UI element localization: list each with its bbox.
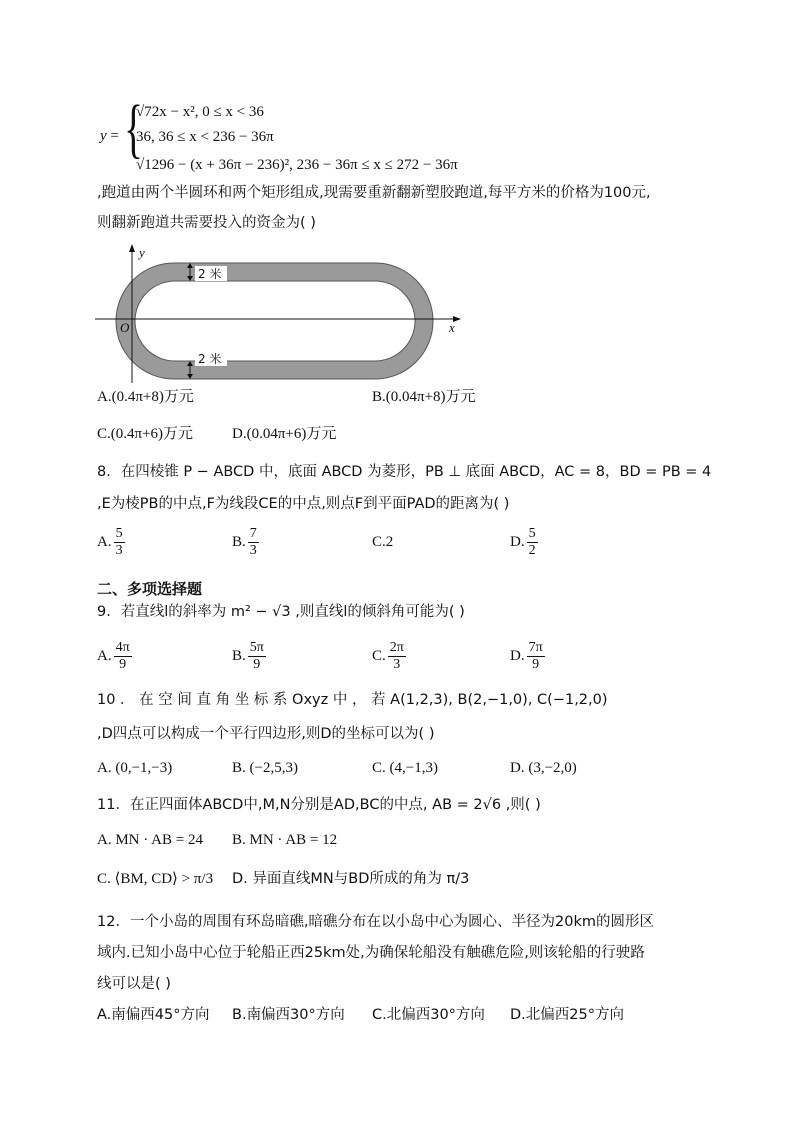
q8-option-b: B. $\frac{7}{3}$ xyxy=(232,526,257,558)
piecewise-case-2: 36, 36 ≤ x < 236 − 36π xyxy=(136,129,274,145)
q8-option-d: D. $\frac{5}{2}$ xyxy=(510,526,536,558)
piecewise-brace: { xyxy=(124,92,144,165)
q8-text-line2: ,E为棱PB的中点,F为线段CE的中点,则点F到平面PAD的距离为( ) xyxy=(97,496,510,512)
q9-option-a: A. $\frac{4\pi}{9}$ xyxy=(97,640,130,672)
q9-option-c: C. $\frac{2\pi}{3}$ xyxy=(372,640,404,672)
q11-text-line1: 11．在正四面体ABCD中,M,N分别是AD,BC的中点, AB = 2√6 ,则( ) xyxy=(97,797,541,813)
q7-option-b: B.(0.04π+8)万元 xyxy=(372,389,476,405)
origin-label: O xyxy=(120,320,130,335)
q7-text-line2: 则翻新跑道共需要投入的资金为( ) xyxy=(97,215,316,231)
q11-option-b: B. MN · AB = 12 xyxy=(232,832,338,848)
q12-text-line2: 域内.已知小岛中心位于轮船正西25km处,为确保轮船没有触礁危险,则该轮船的行驶路 xyxy=(97,945,645,961)
bottom-width-label: 2 米 xyxy=(198,352,222,366)
running-track-figure xyxy=(93,243,473,383)
piecewise-case-3: √1296 − (x + 36π − 236)², 236 − 36π ≤ x ≤ 272 − 36π xyxy=(136,157,458,173)
q11-option-a: A. MN · AB = 24 xyxy=(97,832,203,848)
q7-option-c: C.(0.4π+6)万元 xyxy=(97,426,194,442)
q12-text-line1: 12．一个小岛的周围有环岛暗礁,暗礁分布在以小岛中心为圆心、半径为20km的圆形区 xyxy=(97,914,655,930)
x-axis-label: x xyxy=(449,320,455,335)
q12-option-c: C.北偏西30°方向 xyxy=(372,1007,485,1023)
q9-option-d: D. $\frac{7\pi}{9}$ xyxy=(510,640,543,672)
q8-option-a: A. $\frac{5}{3}$ xyxy=(97,526,123,558)
q10-option-a: A. (0,−1,−3) xyxy=(97,760,173,776)
q10-option-d: D. (3,−2,0) xyxy=(510,760,577,776)
q12-option-b: B.南偏西30°方向 xyxy=(232,1007,345,1023)
q12-text-line3: 线可以是( ) xyxy=(97,976,171,992)
q10-text-line2: ,D四点可以构成一个平行四边形,则D的坐标可以为( ) xyxy=(97,726,435,742)
q7-text-line1: ,跑道由两个半圆环和两个矩形组成,现需要重新翻新塑胶跑道,每平方米的价格为100元, xyxy=(97,185,651,201)
q10-text-line1: 10 ． 在 空 间 直 角 坐 标 系 Oxyz 中 ， 若 A(1,2,3), B(2,−1,0), C(−1,2,0) xyxy=(97,692,608,708)
q11-option-c: C. ⟨BM, CD⟩ > π/3 xyxy=(97,871,214,887)
section-title-multiple-choice: 二、多项选择题 xyxy=(97,580,203,598)
q12-option-d: D.北偏西25°方向 xyxy=(510,1007,624,1023)
piecewise-case-1: √72x − x², 0 ≤ x < 36 xyxy=(136,104,264,120)
q11-option-d: D. 异面直线MN与BD所成的角为 π/3 xyxy=(232,871,470,887)
q7-option-d: D.(0.04π+6)万元 xyxy=(232,426,337,442)
q8-option-c: C.2 xyxy=(372,534,394,550)
q8-text-line1: 8．在四棱锥 P − ABCD 中，底面 ABCD 为菱形，PB ⊥ 底面 ABCD，AC = 8，BD = PB = 4 xyxy=(97,464,712,480)
q10-option-b: B. (−2,5,3) xyxy=(232,760,298,776)
q9-option-b: B. $\frac{5\pi}{9}$ xyxy=(232,640,264,672)
track-inner xyxy=(135,281,415,361)
top-width-label: 2 米 xyxy=(198,267,222,281)
y-axis-arrow xyxy=(129,244,135,252)
q9-text-line1: 9．若直线l的斜率为 m² − √3 ,则直线l的倾斜角可能为( ) xyxy=(97,604,465,620)
q10-option-c: C. (4,−1,3) xyxy=(372,760,438,776)
piecewise-y: y = xyxy=(100,128,119,144)
q12-option-a: A.南偏西45°方向 xyxy=(97,1007,210,1023)
q7-option-a: A.(0.4π+8)万元 xyxy=(97,389,194,405)
y-axis-label: y xyxy=(139,245,145,260)
